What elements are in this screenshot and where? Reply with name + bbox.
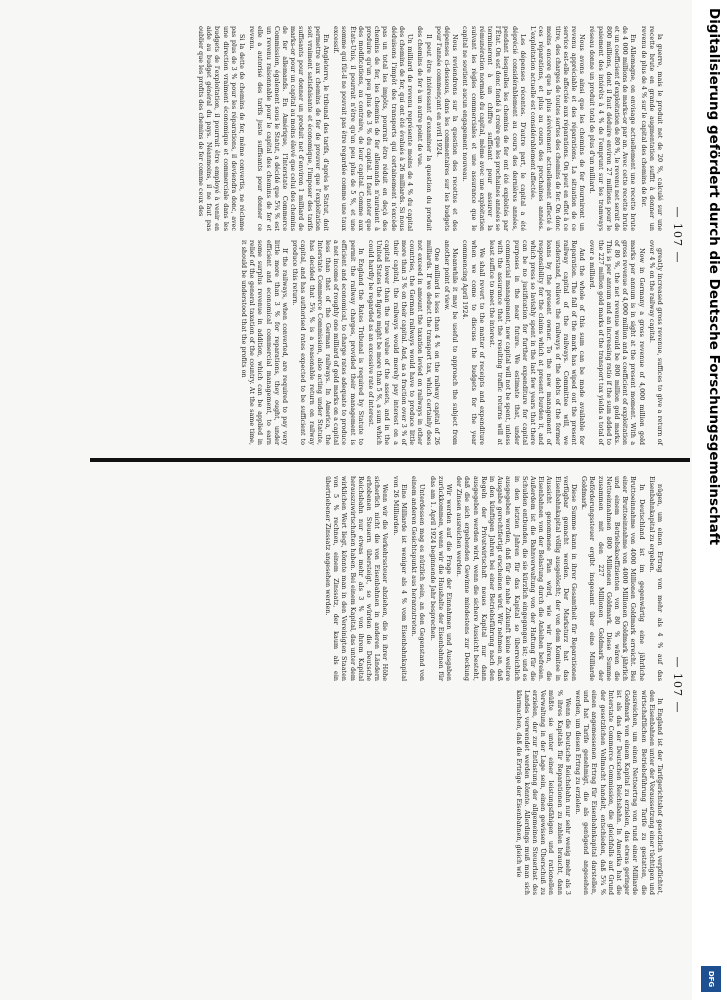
paragraph: Nous reviendrons sur la question des recettes et des dépenses ci-dessous, dans les commentaires sur les budgets pour l'année commençant en avril 1924. bbox=[434, 26, 460, 231]
german-column-left bbox=[322, 476, 664, 681]
dfg-logo-icon bbox=[701, 966, 721, 992]
paragraph: greatly increased gross revenue, suffices to give a return of over 4 % on the railway capital. bbox=[647, 240, 664, 445]
german-column-right bbox=[512, 690, 664, 895]
rotated-sheet bbox=[90, 20, 690, 900]
paragraph: One milliard is less than 4 % on the railway capital of 26 milliards. If we deduct the transport tax, which certainly does not exceed in amount the taxation levied on railways in other countries, the German railways would have to produce little more than 3 % on their capital. And, as a fraction over 3 % of their capital, the railways would merely pay interest on a capital lower than the true value of the assets, and in the United States the figure might be more than 5 %, a sum which could hardly be regarded as an excessive rate of interest. bbox=[367, 240, 441, 445]
paragraph: Si la dette de chemins de fer, même convertis, ne réclame pas plus de 3 % pour les réparations, il deviendra donc, avec une direction vraiment économique et commerciale dans les budgets de l'exploitation, il pourrait être employé à venir en aide au budget général du pays. Néanmoins, il ne faut pas oublier que les profits des chemins de fer comme ceux des bbox=[197, 26, 247, 231]
paragraph: Wenn die Deutsche Reichsbahn nur sehr wenig mehr als 3 % ihres Kapitals für Reparationen zu zahlen braucht, dann müßte sie unter einer leistungsfähigen und rationellen Verwaltung in der Lage sein, einen gewissen Überschuß zu erzielen, der zur Entlastung der allgemeinen Steuerlast des Landes verwendet werden könnte. Allerdings muß man sich klarmachen, daß die Erträge der Eisenbahnen, gleich wie bbox=[514, 690, 572, 895]
french-column bbox=[195, 26, 664, 231]
french-english-page bbox=[90, 20, 690, 450]
paragraph: Les dépenses récentes. D'autre part, le capital a été déprécié considérablement au cours des dernières années, pendant lesquelles les chemins de fer ont été exploités par l'État. On est donc fondé à croire que les prochaines années se termineront à un chiffre suffisant pour assurer la rémunération normale du capital, même avec une exploitation suivant les règles commerciales et une assurance que le capital ne soutient aucun engagement nouveau. bbox=[461, 26, 527, 231]
paragraph: In Deutschland ist im gegenwärtig eine jährliche Bruttoeinnahme von 4000 Millionen Goldmark erreicht. Bei einer Bruttoeinnahme von 4000 Millionen Goldmark jährlich und einem Betriebskoeffizienten von 80 % wären die Nettoeinnahmen 800 Millionen Goldmark. Diese Summe zusammen mit den 227 Millionen Goldmark der Beförderungssteuer ergibt insgesamt über eine Milliarde Goldmark. bbox=[580, 476, 646, 681]
paragraph: nügen, um einen Ertrag von mehr als 4 % auf das Eisenbahnkapital zu ergeben. bbox=[647, 476, 664, 681]
page-number-lower: — 107 — bbox=[671, 656, 684, 714]
paragraph: Il peut être intéressant d'examiner la question du produit des chemins de fer à un autre point de vue. bbox=[416, 26, 433, 231]
paragraph: Meanwhile it may be useful to approach the subject from another point of view. bbox=[442, 240, 460, 445]
paragraph: Un milliard de revenu représente moins de 4 % du capital des chemins de fer, qui ont été évalués à 26 milliards. Si nous déduisons l'impôt des transports qui certainement n'excède pas un total les impôts, pourrait être réduit en deçà des chemins de fer, les chemins de fer allemands n'auraient à produire qu'un peu plus de 3 % du capital. Il faut noter que des modifications, au contraire, de leur capital. Comme aux États-Unis, il pourrait n'être qu'un peu plus de 5 %, et une somme qui fût-il ne pouvait pas être regardée comme une taux excessif. bbox=[332, 26, 415, 231]
paragraph: la guerre, mais le produit net de 20 %, calculé sur une recette brute en grande augmentation suffit à donner un revenu de plus de 4 % sur le capital des chemins de fer. bbox=[639, 26, 664, 231]
dfg-logo-text: DFG bbox=[707, 970, 715, 988]
page-divider bbox=[90, 458, 690, 462]
paragraph: Unterdessen mag es nützlich sein, an den Gegenstand von einem anderen Gesichtspunkt aus heranzutreten. bbox=[410, 476, 427, 681]
paragraph: Eine Milliarde ist weniger als 4 % vom Eisenbahnkapital von 26 Milliarden. bbox=[391, 476, 408, 681]
page-number: — 107 — bbox=[671, 206, 684, 264]
paragraph: Now in Germany a gross revenue of 4,000 million gold marks per annum is in sight at the present moment. With a gross revenue of 4,000 million and a coefficient of exploitation of 80 %, the net revenue would be 800 million gold marks. This is per annum and an increasing ratio if the sum added to the 227 million gold marks of the transport tax yields a total of over a milliard. bbox=[588, 240, 646, 445]
paragraph: We shall revert to the matter of receipts and expenditure when we come to discuss the budgets for the year commencing April 1924. bbox=[461, 240, 486, 445]
footer-credit: Digitalisierung gefördert durch die Deutsche Forschungsgemeinschaft bbox=[706, 8, 722, 546]
footer-strip bbox=[692, 0, 727, 1000]
german-page bbox=[90, 470, 690, 900]
paragraph: Wenn wir die Verkehrssteuer abziehen, die in ihrer Höhe sicherlich nicht die von Eisenbahnen in anderen Ländern erhobenen Steuern übersteigt, so würden die Deutsche Reichsbahn nur etwas mehr als 3 % von ihrem Kapital herauszuwirtschaften haben. Bei einem Kapital, das unter dem wirklichen Wert liegt, könnte man in den Vereinigten Staaten von 5 % rechnen, einem Zinssatz, der kaum als ein übertriebener Zinssatz angesehen werden. bbox=[324, 476, 390, 681]
paragraph: In England the Rates Tribunal is required by Statute to permit the railway charges, provided their management is efficient and economical, to charge rates adequate to produce a net income of roughly one milliard of gold marks on a capital less than that of the German railways. In America, the Interstate Commerce Commission, also acting under Statute, has decided that 5¾ % is a reasonable return on railway capital, and has authorised rates expected to be sufficient to produce this return. bbox=[291, 240, 365, 445]
paragraph: En Angleterre, le tribunal des tarifs, d'après le Statut, doit permettre aux chemins de fer de prouver que l'exploitation soit vraiment satisfaisante et économique, l'imposer des tarifs suffisants pour donner un produit net d'environ 1 milliard de marks-or pour un capital au moins élevé que celui des chemins de fer allemands. En Amérique, l'Interstate Commerce Commission, également sous le Statut, a décidé que 5¾ % est un revenu raisonnable pour le capital des chemins de fer et elle a autorisé des tarifs juste suffisants pour donner ce revenu. bbox=[248, 26, 331, 231]
paragraph: Wir werden auf die Frage der Einnahmen und Ausgaben zurückkommen, wenn wir die Haushalte der Eisenbahnen für das am 1. April 1924 beginnende Jahr besprechen. bbox=[428, 476, 453, 681]
paragraph: And the whole of this sum can be made available for Reparation. The fall of the mark has wiped out the present railway capital of the railways. Committee will, we understand, relieve the railways of the debts of the former loans by the present owner. To the new management of responsibility for the claims which at present burden it, and which press so lavishly spent in the last few years that there can be no justification for further expenditure for capital purposes in the near future. We estimate that, under commercial management, new capital will not be spent, unless with the assurance that the resulting traffic returns will at least suffice to meet the interest. bbox=[487, 240, 587, 445]
paragraph: In England ist der Tarifgerichtshof gesetzlich verpflichtet, den Eisenbahnen unter der Voraussetzung einer tüchtigen und wirtschaftlichen Betriebsführung Tarife zu gestatten, die ausreichen, um einen Nettoertrag von rund einer Milliarde Goldmark von einem Kapital zu erzielen, das etwas geringer ist als das der Deutschen Reichsbahn. In Amerika hat die Interstate Commerce Commission, die gleichfalls auf Grund der gesetzlichen Vollmacht handelt, entschieden, daß 5¾ % einen angemessenen Ertrag für Eisenbahnkapital darstellen, und hat Tarife genehmigt, die als genügend angesehen werden, um diesen Ertrag zu erzielen. bbox=[573, 690, 664, 895]
paragraph: Diese Summe kann in ihrer Gesamtheit für Reparationen verfügbar gemacht werden. Der Marksturz hat das Eisenbahnkapital völlig ausgelöscht; der von dem Komitee in Aussicht genommene Plan wird, wie wir hören, die Eisenbahnen von der Belastung durch die Anleihen befreien. Außerdem ist die Bahnverwaltung von der Haftung für die Schulden entbunden, die sie kürzlich eingegangen ist; und es in den letzten Jahren für das Kapital so überreichlich ausgegeben worden, daß für die nahe Zukunft keine weitere Ausgabe gerechtfertigt erscheinen wird. Wir nehmen an, daß in den künftigen Jahren bei einer Betriebsführung nach den Regeln der Privatwirtschaft neues Kapital nur dann ausgegeben werden wird, wenn die sichere Aussicht besteht, daß die sich ergebenden Gewinne mindestens zur Deckung der Zinsen ausreichen werden. bbox=[455, 476, 578, 681]
paragraph: If the railways, when converted, are required to pay very little more than 3 % for reparations, they ought, under efficient and economical commercial management, to earn some surplus revenue in addition, which can be applied in relief of the general taxation of the country. At the same time, it should be understood that the profits on bbox=[240, 240, 290, 445]
english-column bbox=[238, 240, 664, 445]
paragraph: En Allemagne, on envisage actuellement une recette brute de 4 000 millions de marks-or par an. Avec cette recette brute et un coefficient d'exploitation de 80 %, le revenu net serait de 800 millions, dont il faut déduire environ 27 millions pour le paiement des intérêts à 4 % de l'emprunt sur les tramways réseau donne un produit total de plus d'un milliard. bbox=[588, 26, 638, 231]
paragraph: Nous avons ainsi que les chemins de fer fourniront un revenu appréciable et des réparations. La situation de ce service est-elle affectée aux réparations. On peut en effet à ce titre, des charges de toutes sortes des chemins de fer. On donc moins encore que la plus sévèrement actuellement affecté à ces réparations, et plus au cours des prochaines années. L'exploitation actuelle est considérablement affectée. bbox=[528, 26, 587, 231]
